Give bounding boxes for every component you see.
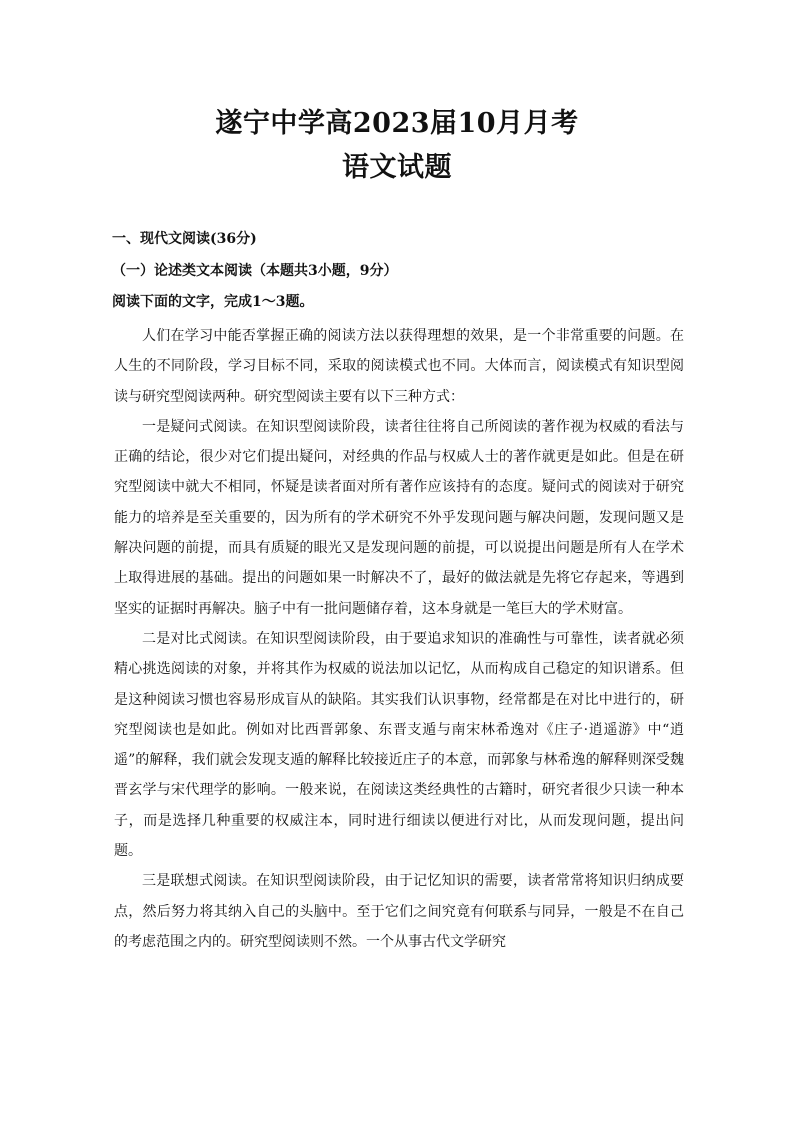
passage-paragraph: 三是联想式阅读。在知识型阅读阶段，由于记忆知识的需要，读者常常将知识归纳成要点，然后努力将其纳入自己的头脑中。至于它们之间究竟有何联系与同异，一般是不在自己的考虑范围之内的。研究型阅读则不然。一个从事古代文学研究 — [114, 873, 684, 950]
passage-paragraph: 一是疑问式阅读。在知识型阅读阶段，读者往往将自己所阅读的著作视为权威的看法与正确的结论，很少对它们提出疑问，对经典的作品与权威人士的著作就更是如此。但是在研究型阅读中就大不相同，怀疑是读者面对所有著作应该持有的态度。疑问式的阅读对于研究能力的培养是至关重要的，因为所有的学术研究不外乎发现问题与解决问题，发现问题又是解决问题的前提，而具有质疑的眼光又是发现问题的前提，可以说提出问题是所有人在学术上取得进展的基础。提出的问题如果一时解决不了，最好的做法就是先将它存起来，等遇到坚实的证据时再解决。脑子中有一批问题储存着，这本身就是一笔巨大的学术财富。 — [114, 418, 684, 617]
exam-subject-title: 语文试题 — [342, 152, 452, 183]
reading-instruction: 阅读下面的文字，完成1～3题。 — [112, 294, 314, 310]
exam-title: 遂宁中学高2023届10月月考 — [215, 108, 579, 139]
passage-body — [114, 321, 684, 957]
passage-paragraph: 二是对比式阅读。在知识型阅读阶段，由于要追求知识的准确性与可靠性，读者就必须精心挑选阅读的对象，并将其作为权威的说法加以记忆，从而构成自己稳定的知识谱系。但是这种阅读习惯也容易形成盲从的缺陷。其实我们认识事物，经常都是在对比中进行的，研究型阅读也是如此。例如对比西晋郭象、东晋支遁与南宋林希逸对《庄子·逍遥游》中“逍遥”的解释，我们就会发现支遁的解释比较接近庄子的本意，而郭象与林希逸的解释则深受魏晋玄学与宋代理学的影响。一般来说，在阅读这类经典性的古籍时，研究者很少只读一种本子，而是选择几种重要的权威注本，同时进行细读以便进行对比，从而发现问题，提出问题。 — [114, 630, 684, 860]
section-heading: 一、现代文阅读(36分) — [112, 231, 257, 247]
passage-paragraph: 人们在学习中能否掌握正确的阅读方法以获得理想的效果，是一个非常重要的问题。在人生的不同阶段，学习目标不同，采取的阅读模式也不同。大体而言，阅读模式有知识型阅读与研究型阅读两种。研究型阅读主要有以下三种方式： — [114, 328, 684, 405]
subsection-heading: （一）论述类文本阅读（本题共3小题，9分） — [112, 263, 398, 279]
